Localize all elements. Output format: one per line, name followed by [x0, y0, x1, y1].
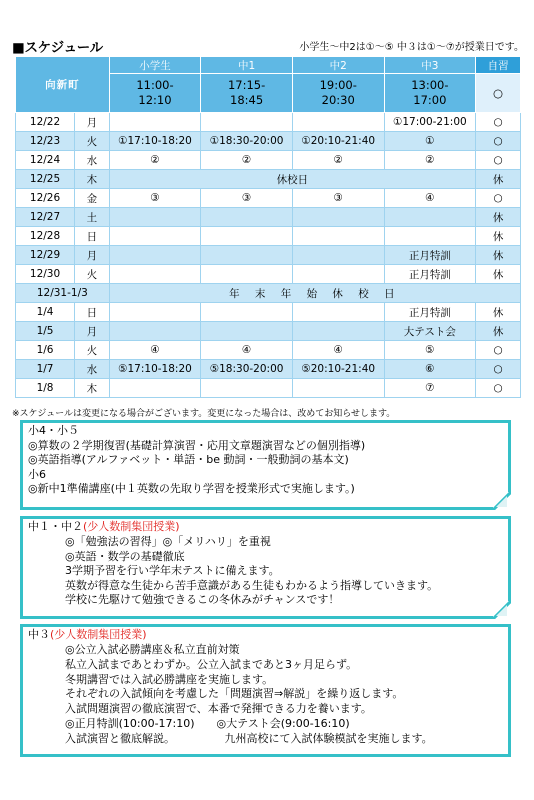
table-row	[16, 208, 521, 227]
row-weekday: 水	[75, 151, 110, 170]
row-weekday: 火	[75, 341, 110, 360]
class-days-note: 小学生～中2は①～⑤ 中３は①～⑦が授業日です。	[299, 42, 524, 53]
row-weekday: 火	[75, 265, 110, 284]
table-row	[16, 284, 521, 303]
time-start: 17:15-	[227, 78, 266, 92]
session-cell: ⑤17:10-18:20	[109, 360, 201, 379]
box-text-line: ◎公立入試必勝講座＆私立直前対策	[65, 643, 240, 656]
self-study-cell: ○	[476, 132, 521, 151]
table-row	[16, 322, 521, 341]
session-cell: ⑥	[384, 360, 476, 379]
schedule-table	[15, 56, 521, 398]
time-start: 11:00-	[136, 78, 174, 92]
session-cell	[292, 227, 384, 246]
box-heading	[28, 628, 147, 642]
time-end: 17:00	[413, 93, 447, 107]
box-text-line: ◎英語指導(アルファベット・単語・be 動詞・一般動詞の基本文)	[28, 453, 349, 466]
column-header: 中3	[384, 57, 476, 74]
session-cell: ④	[292, 341, 384, 360]
row-date: 12/28	[16, 227, 75, 246]
self-study-cell: ○	[476, 189, 521, 208]
self-study-cell: ○	[476, 151, 521, 170]
row-weekday: 日	[75, 303, 110, 322]
row-weekday: 木	[75, 170, 110, 189]
row-weekday: 月	[75, 246, 110, 265]
time-start: ○	[493, 85, 504, 100]
table-row	[16, 227, 521, 246]
column-header: 中2	[292, 57, 384, 74]
row-weekday: 土	[75, 208, 110, 227]
box-text-line: それぞれの入試傾向を考慮した「問題演習⇒解説」を繰り返します。	[65, 687, 404, 701]
session-cell: ①17:00-21:00	[384, 113, 476, 132]
schedule-title: ■スケジュール	[12, 40, 103, 56]
session-cell: 正月特訓	[384, 303, 476, 322]
session-cell	[292, 265, 384, 284]
table-row	[16, 189, 521, 208]
jh1-jh2-course-box	[20, 516, 511, 619]
table-row	[16, 170, 521, 189]
row-date: 1/4	[16, 303, 75, 322]
session-cell: ①18:30-20:00	[201, 132, 293, 151]
self-study-cell: 休	[476, 208, 521, 227]
session-cell: ③	[201, 189, 293, 208]
session-cell	[109, 265, 201, 284]
self-study-cell: ○	[476, 360, 521, 379]
time-end: 12:10	[138, 93, 172, 107]
session-cell	[384, 227, 476, 246]
row-date: 12/30	[16, 265, 75, 284]
box-text-line: ◎英語・数学の基礎徹底	[65, 549, 185, 563]
closed-span: 休校日	[109, 170, 476, 189]
session-cell	[109, 246, 201, 265]
session-cell	[109, 303, 201, 322]
session-cell: 大テスト会	[384, 322, 476, 341]
row-weekday: 木	[75, 379, 110, 398]
self-study-cell: 休	[476, 303, 521, 322]
session-cell: ②	[109, 151, 201, 170]
session-cell: ②	[384, 151, 476, 170]
session-cell: ②	[292, 151, 384, 170]
box-text-line: 私立入試まであとわずか。公立入試まであと3ヶ月足らず。	[65, 657, 358, 671]
session-cell: ⑤	[384, 341, 476, 360]
column-time	[292, 74, 384, 113]
box-text-line: 冬期講習では入試必勝講座を実施します。	[65, 672, 274, 686]
row-date: 12/26	[16, 189, 75, 208]
table-row	[16, 341, 521, 360]
table-row	[16, 265, 521, 284]
row-date: 1/8	[16, 379, 75, 398]
session-cell: ①20:10-21:40	[292, 132, 384, 151]
session-cell	[201, 227, 293, 246]
folded-corner	[493, 601, 511, 619]
session-cell	[109, 379, 201, 398]
table-row	[16, 151, 521, 170]
box-text-line: 3学期予習を行い学年末テストに備えます。	[65, 564, 280, 577]
table-header-labels	[16, 57, 521, 74]
box-text-line: 入試演習と徹底解説。 九州高校にて入試体験模試を実施します。	[65, 731, 433, 745]
row-weekday: 水	[75, 360, 110, 379]
column-header: 自習	[476, 57, 521, 74]
self-study-cell: 休	[476, 170, 521, 189]
column-header: 小学生	[109, 57, 201, 74]
holiday-span: 年 末 年 始 休 校 日	[109, 284, 520, 303]
time-start: 13:00-	[411, 78, 449, 92]
table-row	[16, 303, 521, 322]
session-cell	[201, 303, 293, 322]
session-cell: ④	[109, 341, 201, 360]
session-cell: ③	[292, 189, 384, 208]
row-date: 1/5	[16, 322, 75, 341]
heading-note: (少人数制集団授業)	[50, 628, 147, 641]
self-study-cell: 休	[476, 246, 521, 265]
row-date: 1/7	[16, 360, 75, 379]
session-cell: ⑦	[384, 379, 476, 398]
session-cell: 正月特訓	[384, 246, 476, 265]
session-cell: ⑤20:10-21:40	[292, 360, 384, 379]
schedule-footnote: ※スケジュールは変更になる場合がございます。変更になった場合は、改めてお知らせします。	[12, 409, 396, 419]
session-cell	[201, 379, 293, 398]
self-study-cell: ○	[476, 113, 521, 132]
box-text-line: 英数が得意な生徒から苦手意識がある生徒もわかるよう指導していきます。	[65, 578, 439, 592]
session-cell: ②	[201, 151, 293, 170]
row-date: 1/6	[16, 341, 75, 360]
box-heading	[28, 520, 180, 534]
column-header: 中1	[201, 57, 293, 74]
row-date: 12/25	[16, 170, 75, 189]
session-cell: ①17:10-18:20	[109, 132, 201, 151]
table-row	[16, 360, 521, 379]
box-text-line: ◎算数の２学期復習(基礎計算演習・応用文章題演習などの個別指導)	[28, 438, 366, 452]
column-time	[201, 74, 293, 113]
table-row	[16, 113, 521, 132]
self-study-cell: 休	[476, 322, 521, 341]
heading-label: 中３	[28, 628, 50, 641]
session-cell	[109, 227, 201, 246]
session-cell	[292, 322, 384, 341]
session-cell	[201, 113, 293, 132]
time-end: 20:30	[321, 93, 355, 107]
box-text-line: 小6	[28, 467, 46, 481]
self-study-cell: 休	[476, 265, 521, 284]
row-weekday: 日	[75, 227, 110, 246]
session-cell	[384, 208, 476, 227]
row-weekday: 火	[75, 132, 110, 151]
heading-label: 中１・中２	[28, 520, 83, 533]
box-text-line: 入試問題演習の徹底演習で、本番で発揮できる力を養います。	[65, 702, 372, 716]
time-end: 18:45	[230, 93, 264, 107]
schedule-header	[12, 36, 524, 56]
session-cell	[292, 303, 384, 322]
session-cell: ④	[201, 341, 293, 360]
session-cell: ③	[109, 189, 201, 208]
heading-note: (少人数制集団授業)	[83, 520, 180, 533]
session-cell	[109, 322, 201, 341]
session-cell	[109, 208, 201, 227]
session-cell	[201, 246, 293, 265]
folded-corner	[493, 492, 511, 510]
time-start: 19:00-	[319, 78, 357, 92]
table-row	[16, 132, 521, 151]
row-weekday: 金	[75, 189, 110, 208]
table-row	[16, 379, 521, 398]
session-cell: 正月特訓	[384, 265, 476, 284]
row-weekday: 月	[75, 113, 110, 132]
session-cell	[201, 265, 293, 284]
column-time	[109, 74, 201, 113]
session-cell	[109, 113, 201, 132]
column-time	[476, 74, 521, 113]
session-cell	[201, 208, 293, 227]
row-date: 12/23	[16, 132, 75, 151]
table-row	[16, 246, 521, 265]
session-cell	[201, 322, 293, 341]
box-text-line: ◎新中1準備講座(中１英数の先取り学習を授業形式で実施します。)	[28, 482, 355, 495]
self-study-cell: 休	[476, 227, 521, 246]
row-date: 12/27	[16, 208, 75, 227]
session-cell: ①	[384, 132, 476, 151]
row-date: 12/29	[16, 246, 75, 265]
session-cell	[292, 208, 384, 227]
box-text-line: 学校に先駆けて勉強できるこの冬休みがチャンスです！	[65, 593, 340, 606]
session-cell: ④	[384, 189, 476, 208]
row-date: 12/31-1/3	[16, 284, 110, 303]
self-study-cell: ○	[476, 379, 521, 398]
session-cell	[292, 113, 384, 132]
row-date: 12/24	[16, 151, 75, 170]
box-text-line: ◎「勉強法の習得」◎「メリハリ」を重視	[65, 535, 271, 548]
area-name: 向新町	[16, 57, 110, 113]
row-date: 12/22	[16, 113, 75, 132]
box-text-line: ◎正月特訓(10:00-17:10) ◎大テスト会(9:00-16:10)	[65, 717, 350, 730]
session-cell	[292, 379, 384, 398]
jh3-course-box	[20, 624, 511, 757]
self-study-cell: ○	[476, 341, 521, 360]
column-time	[384, 74, 476, 113]
session-cell: ⑤18:30-20:00	[201, 360, 293, 379]
elementary-course-box	[20, 420, 511, 510]
session-cell	[292, 246, 384, 265]
box-text-line: 小4・小５	[28, 424, 79, 437]
row-weekday: 月	[75, 322, 110, 341]
